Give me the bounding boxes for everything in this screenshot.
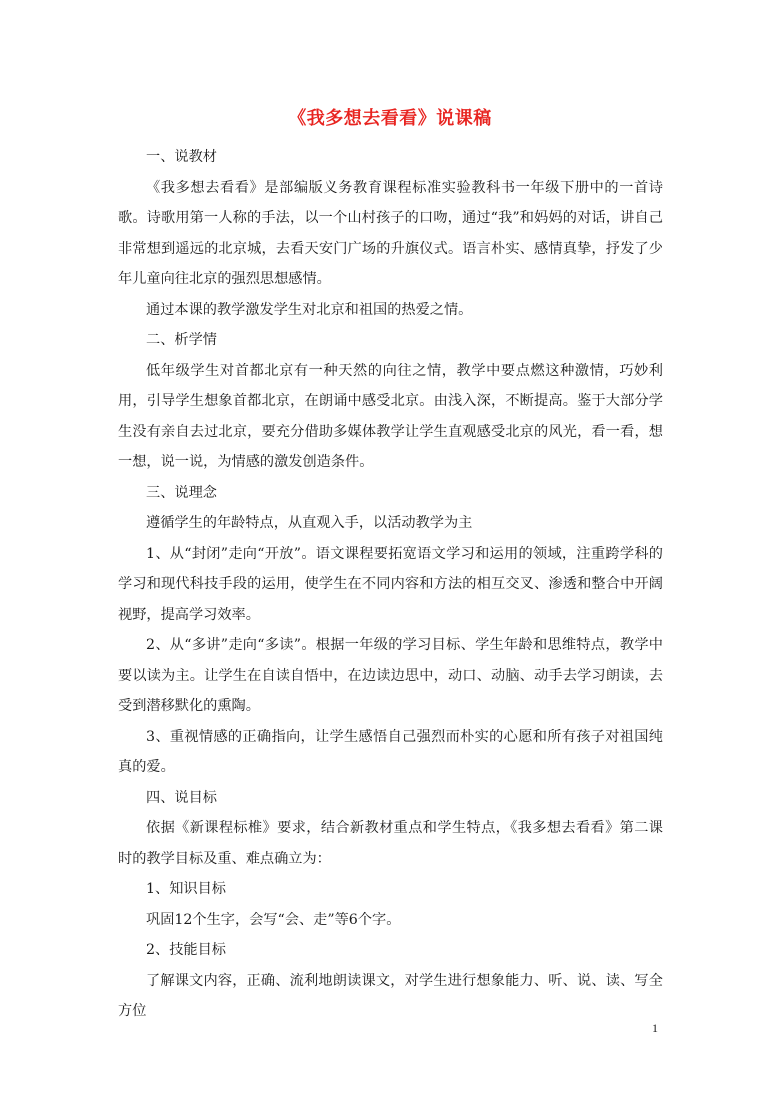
page-number: 1 (652, 1021, 658, 1035)
section-heading-student-analysis: 二、析学情 (146, 332, 217, 348)
section-heading-objectives: 四、说目标 (146, 789, 217, 806)
section-heading-concept: 三、说理念 (146, 484, 217, 501)
paragraph: 《我多想去看看》是部编版义务教育课程标准实验教科书一年级下册中的一首诗歌。诗歌用第一人称的手法，以一个山村孩子的口吻，通过“我”和妈妈的对话，讲自己非常想到遥远的北京城，去看天安门广场的升旗仪式。语言朴实、感情真挚，抒发了少年儿童向往北京的强烈思想感情。 (118, 179, 663, 287)
paragraph: 1、从“封闭”走向“开放”。语文课程要拓宽语文学习和运用的领域，注重跨学科的学习和现代科技手段的运用，使学生在不同内容和方法的相互交叉、渗透和整合中开阔视野，提高学习效率。 (118, 545, 663, 623)
section-heading-teaching-material: 一、说教材 (146, 149, 217, 165)
document-title: 《我多想去看看》说课稿 (288, 108, 492, 129)
paragraph: 2、从“多讲”走向“多读”。根据一年级的学习目标、学生年龄和思维特点，教学中要以读为主。让学生在自读自悟中，在边读边思中，动口、动脑、动手去学习朗读，去受到潜移默化的熏陶。 (118, 637, 663, 714)
subheading-skill-goal: 2、技能目标 (146, 942, 226, 958)
paragraph: 遵循学生的年龄特点，从直观入手，以活动教学为主 (146, 515, 473, 531)
paragraph: 通过本课的教学激发学生对北京和祖国的热爱之情。 (146, 301, 473, 318)
paragraph: 依据《新课程标椎》要求，结合新教材重点和学生特点，《我多想去看看》第二课时的教学目标及重、难点确立为： (118, 820, 663, 867)
paragraph: 巩固12个生字，会写“会、走”等6个字。 (146, 911, 401, 928)
paragraph: 了解课文内容，正确、流利地朗读课文，对学生进行想象能力、听、说、读、写全方位 (118, 972, 663, 1019)
paragraph: 低年级学生对首都北京有一种天然的向往之情，教学中要点燃这种激情，巧妙利用，引导学生想象首都北京，在朗诵中感受北京。由浅入深，不断提高。鉴于大部分学生没有亲自去过北京，要充分借助多媒体教学让学生直观感受北京的风光，看一看，想一想，说一说，为情感的激发创造条件。 (118, 362, 663, 470)
subheading-knowledge-goal: 1、知识目标 (146, 881, 226, 897)
document-body (118, 142, 663, 1027)
paragraph: 3、重视情感的正确指向，让学生感悟自己强烈而朴实的心愿和所有孩子对祖国纯真的爱。 (118, 728, 663, 775)
